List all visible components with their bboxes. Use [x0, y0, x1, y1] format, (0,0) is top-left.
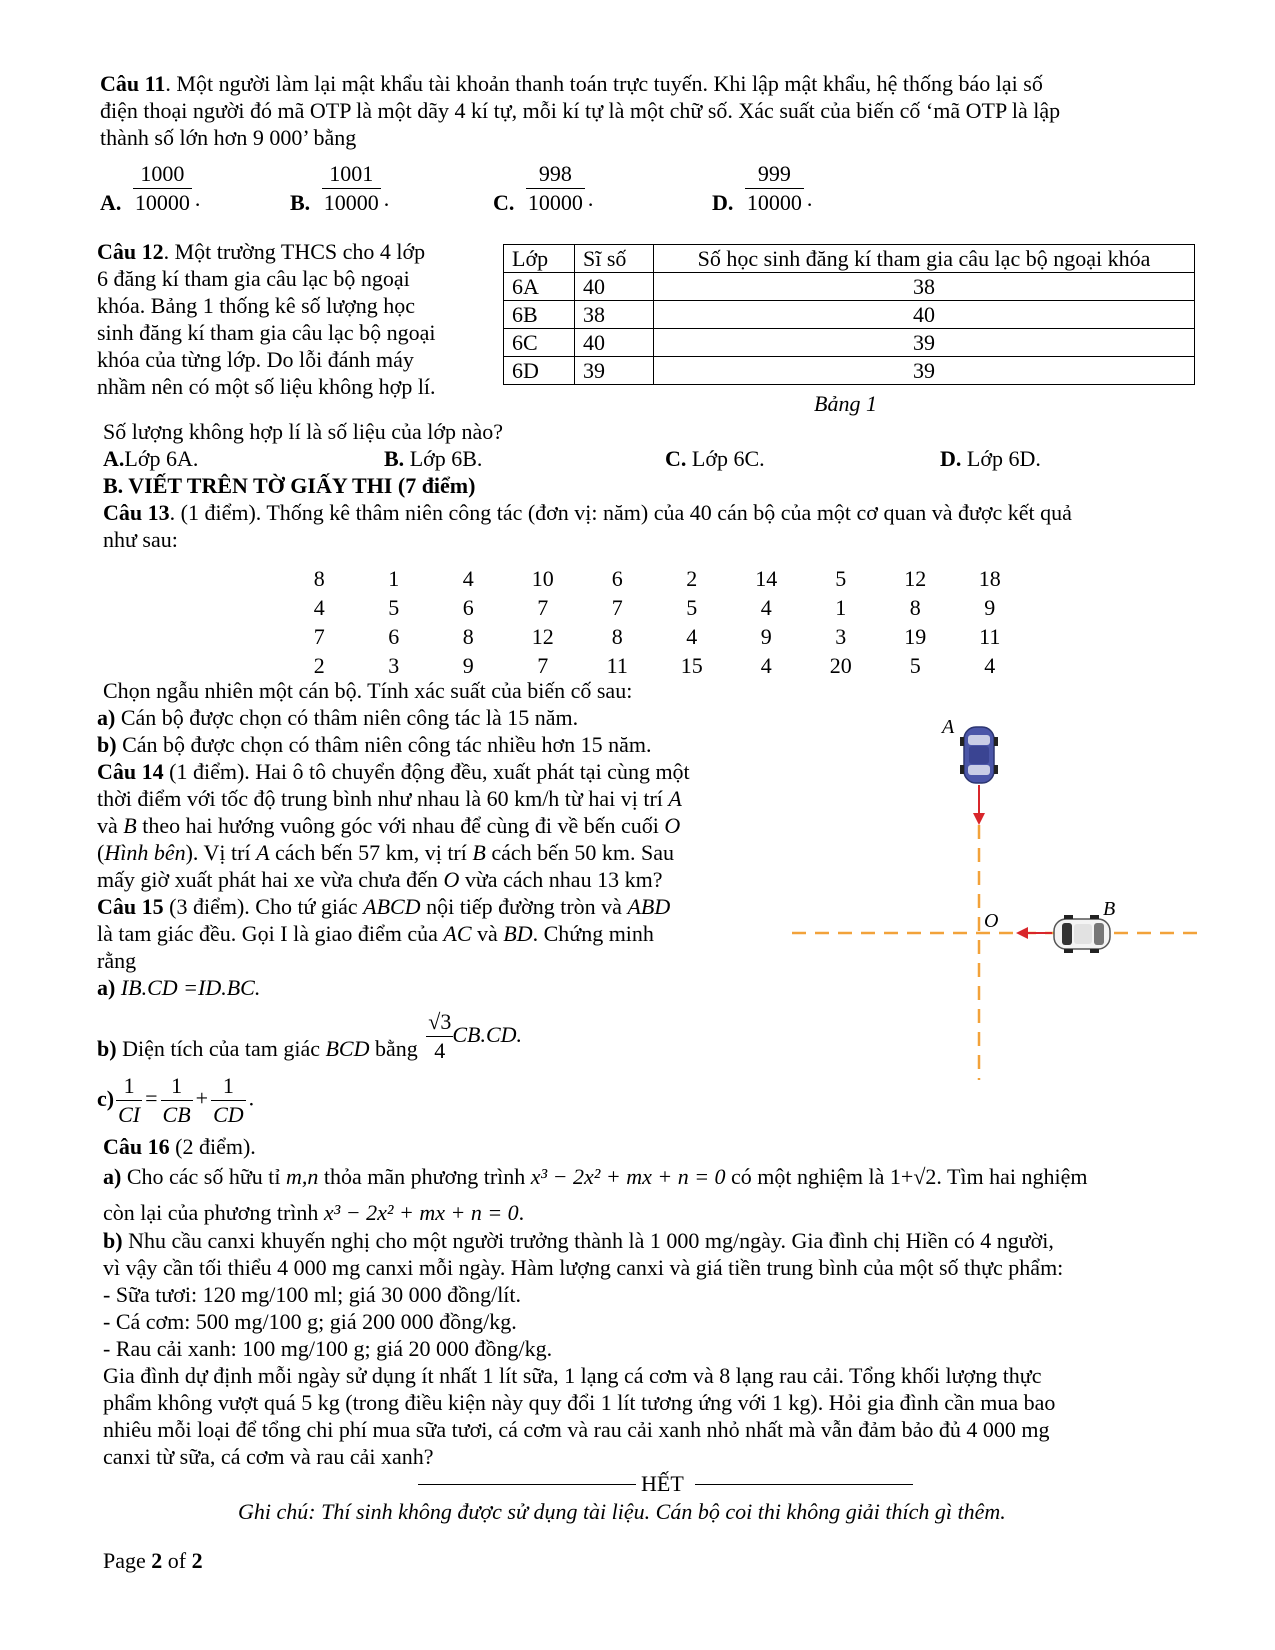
q12-line4: sinh đăng kí tham gia câu lạc bộ ngoại [97, 320, 436, 345]
page-footer: Page 2 of 2 [103, 1548, 203, 1573]
label-a: A [942, 716, 955, 738]
grid-cell: 5 [909, 652, 921, 678]
grid-cell: 6 [611, 565, 623, 591]
grid-cell: 9 [760, 623, 772, 649]
table-cell: 38 [575, 301, 654, 329]
table-cell: 6D [504, 357, 575, 385]
grid-cell: 3 [388, 652, 400, 678]
grid-cell: 5 [686, 594, 698, 620]
grid-cell: 19 [904, 623, 927, 649]
grid-cell: 11 [979, 623, 1001, 649]
q16-part-a-line2: còn lại của phương trình x³ − 2x² + mx + n = 0. [103, 1200, 525, 1225]
end-rule-left [418, 1484, 636, 1485]
q15-line3: rằng [97, 948, 137, 973]
q15-part-a: a) IB.CD =ID.BC. [97, 975, 261, 1000]
table-row [504, 357, 1195, 385]
q15-line2: là tam giác đều. Gọi I là giao điểm của AC và BD. Chứng minh [97, 921, 654, 946]
arrow-b-head [1016, 927, 1028, 939]
grid-cell: 8 [611, 623, 623, 649]
q12-option-d: D. Lớp 6D. [940, 446, 1041, 471]
q14-line5: mấy giờ xuất phát hai xe vừa chưa đến O vừa cách nhau 13 km? [97, 867, 663, 892]
table-cell: 39 [654, 357, 1195, 385]
q16-tail-line: canxi từ sữa, cá cơm và rau cải xanh? [103, 1444, 434, 1469]
grid-row [282, 564, 1027, 593]
grid-cell: 12 [904, 565, 927, 591]
q12-line5: khóa của từng lớp. Do lỗi đánh máy [97, 347, 414, 372]
table-cell: 40 [575, 273, 654, 301]
footnote: Ghi chú: Thí sinh không được sử dụng tài liệu. Cán bộ coi thi không giải thích gì thêm. [238, 1499, 1006, 1524]
grid-cell: 6 [462, 594, 474, 620]
q13-line1: Câu 13. (1 điểm). Thống kê thâm niên công tác (đơn vị: năm) của 40 cán bộ của một cơ quan và được kết quả [103, 500, 1072, 525]
q13-part-b: b) Cán bộ được chọn có thâm niên công tác nhiều hơn 15 năm. [97, 732, 652, 757]
grid-cell: 7 [313, 623, 325, 649]
table-cell: 6A [504, 273, 575, 301]
q14-line4: (Hình bên). Vị trí A cách bến 57 km, vị trí B cách bến 50 km. Sau [97, 840, 674, 865]
grid-cell: 4 [760, 594, 772, 620]
q13-data-grid [282, 564, 1027, 680]
q11-option-a: A. $\frac{1000}{10000}$ . [100, 161, 201, 215]
grid-cell: 8 [462, 623, 474, 649]
arrow-a-head [973, 813, 985, 825]
q11-line2: điện thoại người đó mã OTP là một dãy 4 kí tự, mỗi kí tự là một chữ số. Xác suất của biến cố ‘mã OTP là lập [100, 98, 1061, 123]
q12-line2: 6 đăng kí tham gia câu lạc bộ ngoại [97, 266, 410, 291]
grid-cell: 6 [388, 623, 400, 649]
grid-cell: 8 [313, 565, 325, 591]
q11-option-c: C. $\frac{998}{10000}$ . [493, 161, 594, 215]
q16-part-b-line1: b) Nhu cầu canxi khuyến nghị cho một người trưởng thành là 1 000 mg/ngày. Gia đình chị Hiền có 4 người, [103, 1228, 1054, 1253]
grid-cell: 1 [835, 594, 847, 620]
q15-part-c: c) $\frac{1}{CI}$ = $\frac{1}{CB}$ + $\frac{1}{CD}$ . [97, 1073, 255, 1127]
grid-row [282, 593, 1027, 622]
q15-part-b: b) Diện tích của tam giác BCD bằng $\frac{√3}{4}$ CB.CD. [97, 1009, 523, 1063]
end-marker: HẾT [641, 1471, 684, 1496]
q15-line1: Câu 15 (3 điểm). Cho tứ giác ABCD nội tiếp đường tròn và ABD [97, 894, 671, 919]
q12-question: Số lượng không hợp lí là số liệu của lớp nào? [103, 419, 503, 444]
q12-line6: nhầm nên có một số liệu không hợp lí. [97, 374, 436, 399]
grid-cell: 20 [829, 652, 852, 678]
table-cell: 40 [654, 301, 1195, 329]
q12-table [503, 244, 1195, 385]
q12-option-c: C. Lớp 6C. [665, 446, 765, 471]
table-cell: 39 [575, 357, 654, 385]
table-cell: 6B [504, 301, 575, 329]
grid-cell: 12 [531, 623, 554, 649]
q11-option-d: D. $\frac{999}{10000}$ . [712, 161, 813, 215]
grid-cell: 15 [680, 652, 703, 678]
table-row [504, 301, 1195, 329]
table-cell: 40 [575, 329, 654, 357]
label-b: B [1103, 898, 1116, 920]
q13-part-a: a) Cán bộ được chọn có thâm niên công tác là 15 năm. [97, 705, 579, 730]
grid-cell: 5 [388, 594, 400, 620]
table-row [504, 273, 1195, 301]
q13-prompt: Chọn ngẫu nhiên một cán bộ. Tính xác suất của biến cố sau: [103, 678, 633, 703]
q16-item: - Sữa tươi: 120 mg/100 ml; giá 30 000 đồng/lít. [103, 1282, 522, 1307]
q16-part-a-line1: a) Cho các số hữu tỉ m,n thỏa mãn phương trình x³ − 2x² + mx + n = 0 có một nghiệm là 1+√2. Tìm hai nghiệm [103, 1164, 1088, 1189]
table-cell: 38 [654, 273, 1195, 301]
grid-cell: 4 [462, 565, 474, 591]
q12-option-b: B. Lớp 6B. [384, 446, 483, 471]
grid-cell: 5 [835, 565, 847, 591]
q12-line3: khóa. Bảng 1 thống kê số lượng học [97, 293, 416, 318]
q11-line1: Câu 11. Một người làm lại mật khẩu tài khoản thanh toán trực tuyến. Khi lập mật khẩu, hệ thống báo lại số [100, 71, 1043, 96]
table-header: Sĩ số [575, 245, 654, 273]
grid-cell: 2 [686, 565, 698, 591]
q11-option-b: B. $\frac{1001}{10000}$ . [290, 161, 390, 215]
grid-cell: 10 [531, 565, 554, 591]
q11-line3: thành số lớn hơn 9 000’ bằng [100, 125, 357, 150]
table-header-row [504, 245, 1195, 273]
grid-cell: 4 [760, 652, 772, 678]
grid-cell: 4 [313, 594, 325, 620]
car-b-icon [1054, 915, 1110, 953]
grid-cell: 1 [388, 565, 400, 591]
label-o: O [984, 910, 999, 932]
section-b-heading: B. VIẾT TRÊN TỜ GIẤY THI (7 điểm) [103, 473, 476, 498]
grid-cell: 9 [462, 652, 474, 678]
grid-cell: 4 [984, 652, 996, 678]
grid-cell: 14 [755, 565, 778, 591]
q16-tail-line: Gia đình dự định mỗi ngày sử dụng ít nhất 1 lít sữa, 1 lạng cá cơm và 8 lạng rau cải. Tổng khối lượng thực [103, 1363, 1042, 1388]
q16-tail-line: phẩm không vượt quá 5 kg (trong điều kiện này quy đổi 1 lít tương ứng với 1 kg). Hỏi gia đình cần mua bao [103, 1390, 1056, 1415]
grid-cell: 9 [984, 594, 996, 620]
q14-line3: và B theo hai hướng vuông góc với nhau để cùng đi về bến cuối O [97, 813, 681, 838]
q12-line1: Câu 12. Một trường THCS cho 4 lớp [97, 239, 426, 264]
q16-part-b-line2: vì vậy cần tối thiểu 4 000 mg canxi mỗi ngày. Hàm lượng canxi và giá tiền trung bình của một số thực phẩm: [103, 1255, 1064, 1280]
grid-cell: 4 [686, 623, 698, 649]
q16-item: - Cá cơm: 500 mg/100 g; giá 200 000 đồng/kg. [103, 1309, 517, 1334]
grid-row [282, 622, 1027, 651]
grid-cell: 7 [611, 594, 623, 620]
q12-option-a: A.Lớp 6A. [103, 446, 199, 471]
table-caption: Bảng 1 [814, 391, 877, 416]
table-header: Số học sinh đăng kí tham gia câu lạc bộ ngoại khóa [654, 245, 1195, 273]
q14-line2: thời điểm với tốc độ trung bình như nhau là 60 km/h từ hai vị trí A [97, 786, 682, 811]
q13-line2: như sau: [103, 527, 178, 552]
table-header: Lớp [504, 245, 575, 273]
grid-cell: 18 [978, 565, 1001, 591]
q14-line1: Câu 14 (1 điểm). Hai ô tô chuyển động đều, xuất phát tại cùng một [97, 759, 690, 784]
q14-figure [790, 715, 1210, 1085]
grid-cell: 8 [909, 594, 921, 620]
grid-cell: 2 [313, 652, 325, 678]
q16-item: - Rau cải xanh: 100 mg/100 g; giá 20 000 đồng/kg. [103, 1336, 553, 1361]
car-a-icon [960, 727, 998, 783]
table-cell: 39 [654, 329, 1195, 357]
end-rule-right [695, 1484, 913, 1485]
grid-cell: 7 [537, 652, 549, 678]
q16-tail-line: nhiêu mỗi loại để tổng chi phí mua sữa tươi, cá cơm và rau cải xanh nhỏ nhất mà vẫn đảm bảo đủ 4 000 mg [103, 1417, 1050, 1442]
table-cell: 6C [504, 329, 575, 357]
table-row [504, 329, 1195, 357]
grid-cell: 7 [537, 594, 549, 620]
grid-row [282, 651, 1027, 680]
grid-cell: 3 [835, 623, 847, 649]
grid-cell: 11 [606, 652, 628, 678]
q16-heading: Câu 16 (2 điểm). [103, 1134, 256, 1159]
